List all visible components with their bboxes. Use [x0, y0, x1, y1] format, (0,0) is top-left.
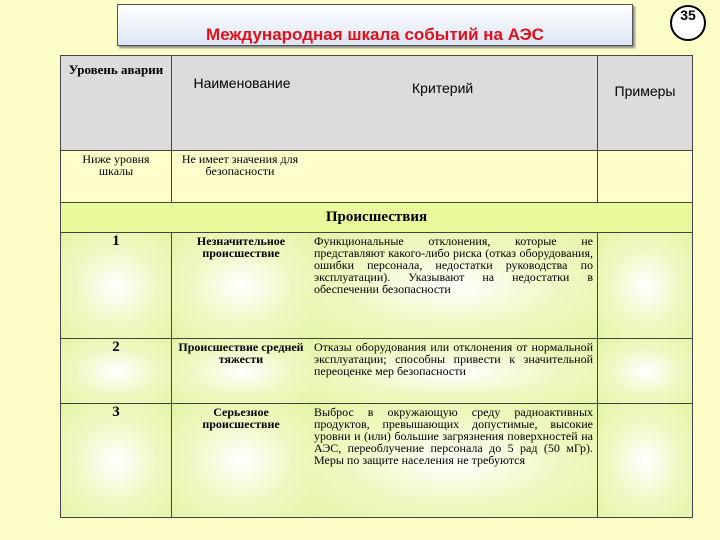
level-cell: 1: [61, 233, 172, 339]
examples-cell: [598, 151, 693, 203]
name-cell: Незначительное происшествие: [172, 233, 311, 339]
criterion-cell: Выброс в окружающую среду радиоактивных продуктов, превышающих допустимые, высокие уровни и (или) большие загрязнения поверхностей на АЭС, переоблучение персонала до 5 рад (50 мГр). Меры по защите населения не требуются: [310, 404, 598, 518]
slide-title: Международная шкала событий на АЭС: [206, 25, 544, 44]
table-row: [61, 233, 693, 339]
header-name-criterion: [172, 56, 598, 151]
table-row: [61, 151, 693, 203]
examples-cell: [598, 404, 693, 518]
section-row: [61, 203, 693, 233]
header-name: Наименование: [193, 75, 291, 91]
header-row: [61, 56, 693, 151]
level-cell: Ниже уровня шкалы: [61, 151, 172, 203]
examples-cell: [598, 339, 693, 404]
name-cell: Происшествие средней тяжести: [172, 339, 311, 404]
level-cell: 3: [61, 404, 172, 518]
header-level: Уровень аварии: [61, 56, 172, 151]
header-criterion: Критерий: [412, 80, 474, 96]
criterion-cell: Отказы оборудования или отклонения от нормальной эксплуатации; способны привести к значительной переоценке мер безопасности: [310, 339, 598, 404]
criterion-cell: Функциональные отклонения, которые не представляют какого-либо риска (отказ оборудования, ошибки персонала, недостатки руководства по эксплуатации). Указывают на недостатки в обеспечении безопасности: [310, 233, 598, 339]
table-row: [61, 339, 693, 404]
title-box: [117, 4, 633, 46]
ines-table: [60, 55, 693, 518]
header-examples: Примеры: [598, 56, 693, 151]
examples-cell: [598, 233, 693, 339]
name-cell: Не имеет значения для безопасности: [181, 152, 299, 178]
level-cell: 2: [61, 339, 172, 404]
name-cell: Серьезное происшествие: [172, 404, 311, 518]
section-title: Происшествия: [61, 203, 693, 233]
slide-number-badge: 35: [670, 5, 706, 41]
table-row: [61, 404, 693, 518]
